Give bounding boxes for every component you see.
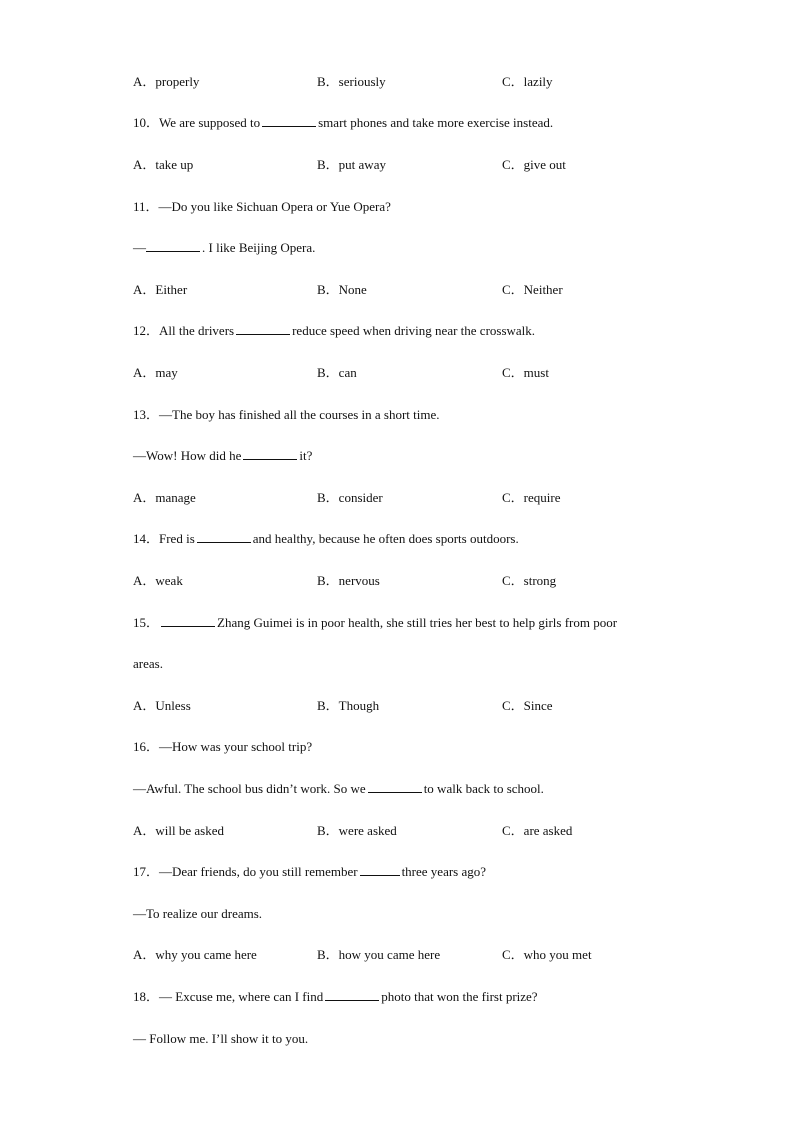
option-b: B．how you came here bbox=[317, 947, 441, 962]
stem-text: and healthy, because he often does sports outdoors. bbox=[252, 531, 519, 546]
stem-text: 12．All the drivers bbox=[133, 323, 235, 338]
option-b: B．seriously bbox=[317, 74, 386, 89]
option-b: B．can bbox=[317, 365, 357, 380]
question-15-stem bbox=[133, 615, 617, 631]
option-a: A．take up bbox=[133, 157, 194, 172]
question-16-answer-line bbox=[133, 781, 544, 797]
option-a: A．manage bbox=[133, 490, 196, 505]
question-12-stem bbox=[133, 323, 535, 339]
option-c: C．are asked bbox=[502, 823, 573, 838]
question-11-stem: 11．—Do you like Sichuan Opera or Yue Opera? bbox=[133, 199, 391, 214]
answer-blank bbox=[262, 115, 316, 127]
stem-text: it? bbox=[299, 448, 313, 463]
option-a: A．weak bbox=[133, 573, 183, 588]
answer-blank bbox=[161, 615, 215, 627]
stem-text: photo that won the first prize? bbox=[381, 989, 538, 1004]
option-a: A．Unless bbox=[133, 698, 191, 713]
option-a: A．properly bbox=[133, 74, 200, 89]
stem-text: smart phones and take more exercise instead. bbox=[318, 115, 554, 130]
answer-blank bbox=[368, 781, 422, 793]
option-c: C．strong bbox=[502, 573, 557, 588]
question-10-stem bbox=[133, 115, 553, 131]
question-14-stem bbox=[133, 531, 519, 547]
answer-blank bbox=[325, 989, 379, 1001]
option-c: C．require bbox=[502, 490, 561, 505]
stem-text: —Awful. The school bus didn’t work. So we bbox=[133, 781, 366, 796]
stem-text: to walk back to school. bbox=[423, 781, 544, 796]
stem-text: 14．Fred is bbox=[133, 531, 195, 546]
stem-text: 17．—Dear friends, do you still remember bbox=[133, 864, 358, 879]
option-b: B．Though bbox=[317, 698, 380, 713]
option-c: C．Since bbox=[502, 698, 553, 713]
stem-text: 18．— Excuse me, where can I find bbox=[133, 989, 324, 1004]
stem-text: — bbox=[133, 240, 146, 255]
option-c: C．must bbox=[502, 365, 549, 380]
stem-text: Zhang Guimei is in poor health, she still tries her best to help girls from poor bbox=[217, 615, 618, 630]
stem-text: —Wow! How did he bbox=[133, 448, 242, 463]
stem-text: . I like Beijing Opera. bbox=[202, 240, 316, 255]
option-b: B．put away bbox=[317, 157, 386, 172]
answer-blank bbox=[243, 448, 297, 460]
option-b: B．were asked bbox=[317, 823, 397, 838]
option-a: A．why you came here bbox=[133, 947, 257, 962]
stem-text: 10．We are supposed to bbox=[133, 115, 261, 130]
option-a: A．may bbox=[133, 365, 178, 380]
option-b: B．consider bbox=[317, 490, 383, 505]
answer-blank bbox=[197, 531, 251, 543]
stem-text: 15． bbox=[133, 615, 160, 630]
option-b: B．nervous bbox=[317, 573, 380, 588]
stem-text: reduce speed when driving near the crosswalk. bbox=[292, 323, 536, 338]
question-18-answer-line: — Follow me. I’ll show it to you. bbox=[133, 1031, 309, 1046]
option-c: C．lazily bbox=[502, 74, 553, 89]
answer-blank bbox=[236, 323, 290, 335]
option-b: B．None bbox=[317, 282, 367, 297]
question-11-answer-line bbox=[133, 240, 315, 256]
question-18-stem bbox=[133, 989, 538, 1005]
question-13-stem: 13．—The boy has finished all the courses in a short time. bbox=[133, 407, 440, 422]
answer-blank bbox=[360, 864, 400, 876]
option-a: A．will be asked bbox=[133, 823, 224, 838]
stem-text: three years ago? bbox=[401, 864, 487, 879]
option-c: C．give out bbox=[502, 157, 566, 172]
answer-blank bbox=[146, 240, 200, 252]
option-c: C．who you met bbox=[502, 947, 592, 962]
question-16-stem: 16．—How was your school trip? bbox=[133, 739, 313, 754]
question-17-stem bbox=[133, 864, 486, 880]
question-15-stem-continued: areas. bbox=[133, 656, 163, 671]
question-13-answer-line bbox=[133, 448, 312, 464]
option-a: A．Either bbox=[133, 282, 188, 297]
option-c: C．Neither bbox=[502, 282, 563, 297]
question-17-answer-line: —To realize our dreams. bbox=[133, 906, 263, 921]
